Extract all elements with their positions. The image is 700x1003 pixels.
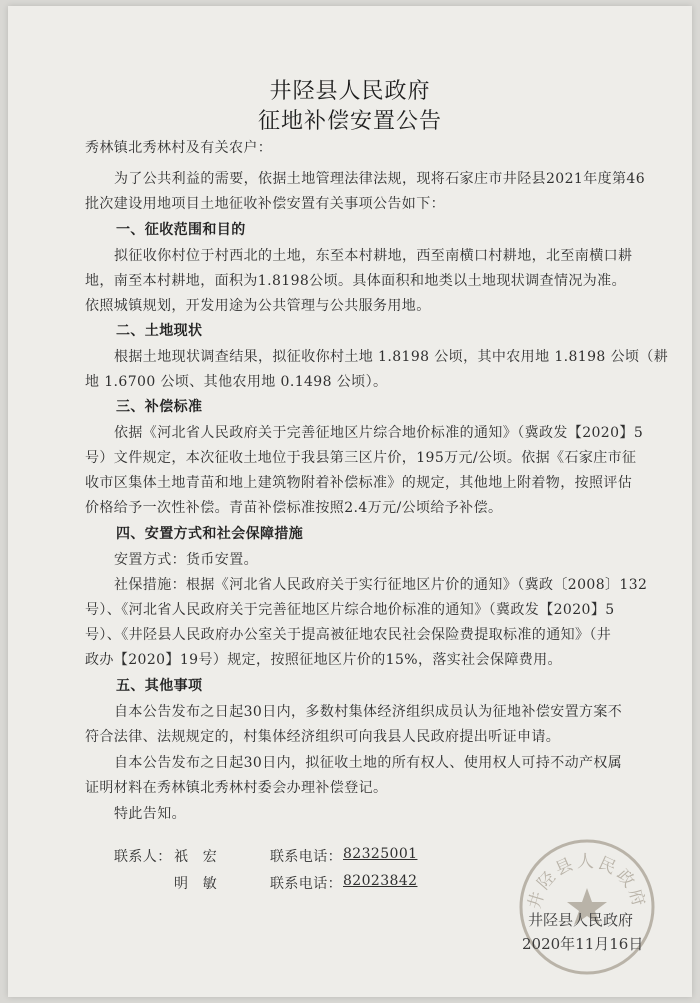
contact-phone-2: 82023842 xyxy=(343,873,418,889)
notice-document xyxy=(8,6,692,997)
section3-line-2: 号）文件规定，本次征收土地位于我县第三区片价，195万元/公顷。依据《石家庄市征 xyxy=(85,450,637,466)
section5-line-5: 特此告知。 xyxy=(114,806,186,822)
document-subtitle: 征地补偿安置公告 xyxy=(257,109,442,134)
contact-name-1: 祇 宏 xyxy=(174,849,218,865)
contact-label: 联系人： xyxy=(114,849,172,865)
section5-line-4: 证明材料在秀林镇北秀林村委会办理补偿登记。 xyxy=(85,780,388,796)
section5-heading: 五、其他事项 xyxy=(116,678,203,694)
contact-phone-1: 82325001 xyxy=(343,846,418,862)
official-seal xyxy=(516,836,658,978)
section1-line-3: 依照城镇规划，开发用途为公共管理与公共服务用地。 xyxy=(85,298,431,314)
contact-name-2: 明 敏 xyxy=(174,876,218,892)
section3-line-3: 收市区集体土地青苗和地上建筑物附着补偿标准》的规定，其他地上附着物，按照评估 xyxy=(85,475,633,491)
intro-line-2: 批次建设用地项目土地征收补偿安置有关事项公告如下： xyxy=(85,196,445,212)
section4-line-2: 社保措施：根据《河北省人民政府关于实行征地区片价的通知》（冀政〔2008〕132 xyxy=(114,577,648,593)
intro-line-1: 为了公共利益的需要，依据土地管理法律法规，现将石家庄市井陉县2021年度第46 xyxy=(114,171,646,187)
contact-phone-label-1: 联系电话： xyxy=(270,849,342,865)
document-title: 井陉县人民政府 xyxy=(269,79,431,104)
addressee: 秀林镇北秀林村及有关农户： xyxy=(85,140,273,156)
section1-heading: 一、征收范围和目的 xyxy=(116,222,246,238)
section2-line-1: 根据土地现状调查结果，拟征收你村土地 1.8198 公顷，其中农用地 1.8198 公顷（耕 xyxy=(114,349,669,365)
section5-line-2: 符合法律、法规规定的，村集体经济组织可向我县人民政府提出听证申请。 xyxy=(85,729,561,745)
section3-heading: 三、补偿标准 xyxy=(116,399,203,415)
section4-heading: 四、安置方式和社会保障措施 xyxy=(116,526,304,542)
section4-line-5: 政办【2020】19号）规定，按照征地区片价的15%，落实社会保障费用。 xyxy=(85,652,562,668)
section4-line-1: 安置方式：货币安置。 xyxy=(114,552,258,568)
section5-line-1: 自本公告发布之日起30日内，多数村集体经济组织成员认为征地补偿安置方案不 xyxy=(114,704,623,720)
signature-date: 2020年11月16日 xyxy=(522,935,644,953)
signature-org: 井陉县人民政府 xyxy=(528,911,634,929)
contact-phone-label-2: 联系电话： xyxy=(270,876,342,892)
section1-line-1: 拟征收你村位于村西北的土地，东至本村耕地，西至南横口村耕地，北至南横口耕 xyxy=(114,248,633,264)
section5-line-3: 自本公告发布之日起30日内，拟征收土地的所有权人、使用权人可持不动产权属 xyxy=(114,755,623,771)
section4-line-4: 号）、《井陉县人民政府办公室关于提高被征地农民社会保险费提取标准的通知》（井 xyxy=(85,627,612,643)
section4-line-3: 号）、《河北省人民政府关于完善征地区片综合地价标准的通知》（冀政发【2020】5 xyxy=(85,602,615,618)
section2-line-2: 地 1.6700 公顷、其他农用地 0.1498 公顷）。 xyxy=(85,374,388,390)
section1-line-2: 地，南至本村耕地，面积为1.8198公顷。具体面积和地类以土地现状调查情况为准。 xyxy=(85,273,626,289)
section2-heading: 二、土地现状 xyxy=(116,323,203,339)
section3-line-1: 依据《河北省人民政府关于完善征地区片综合地价标准的通知》（冀政发【2020】5 xyxy=(114,425,644,441)
section3-line-4: 价格给予一次性补偿。青苗补偿标准按照2.4万元/公顷给予补偿。 xyxy=(85,500,503,516)
seal-text-path: 井陉县人民政府 xyxy=(524,852,650,912)
